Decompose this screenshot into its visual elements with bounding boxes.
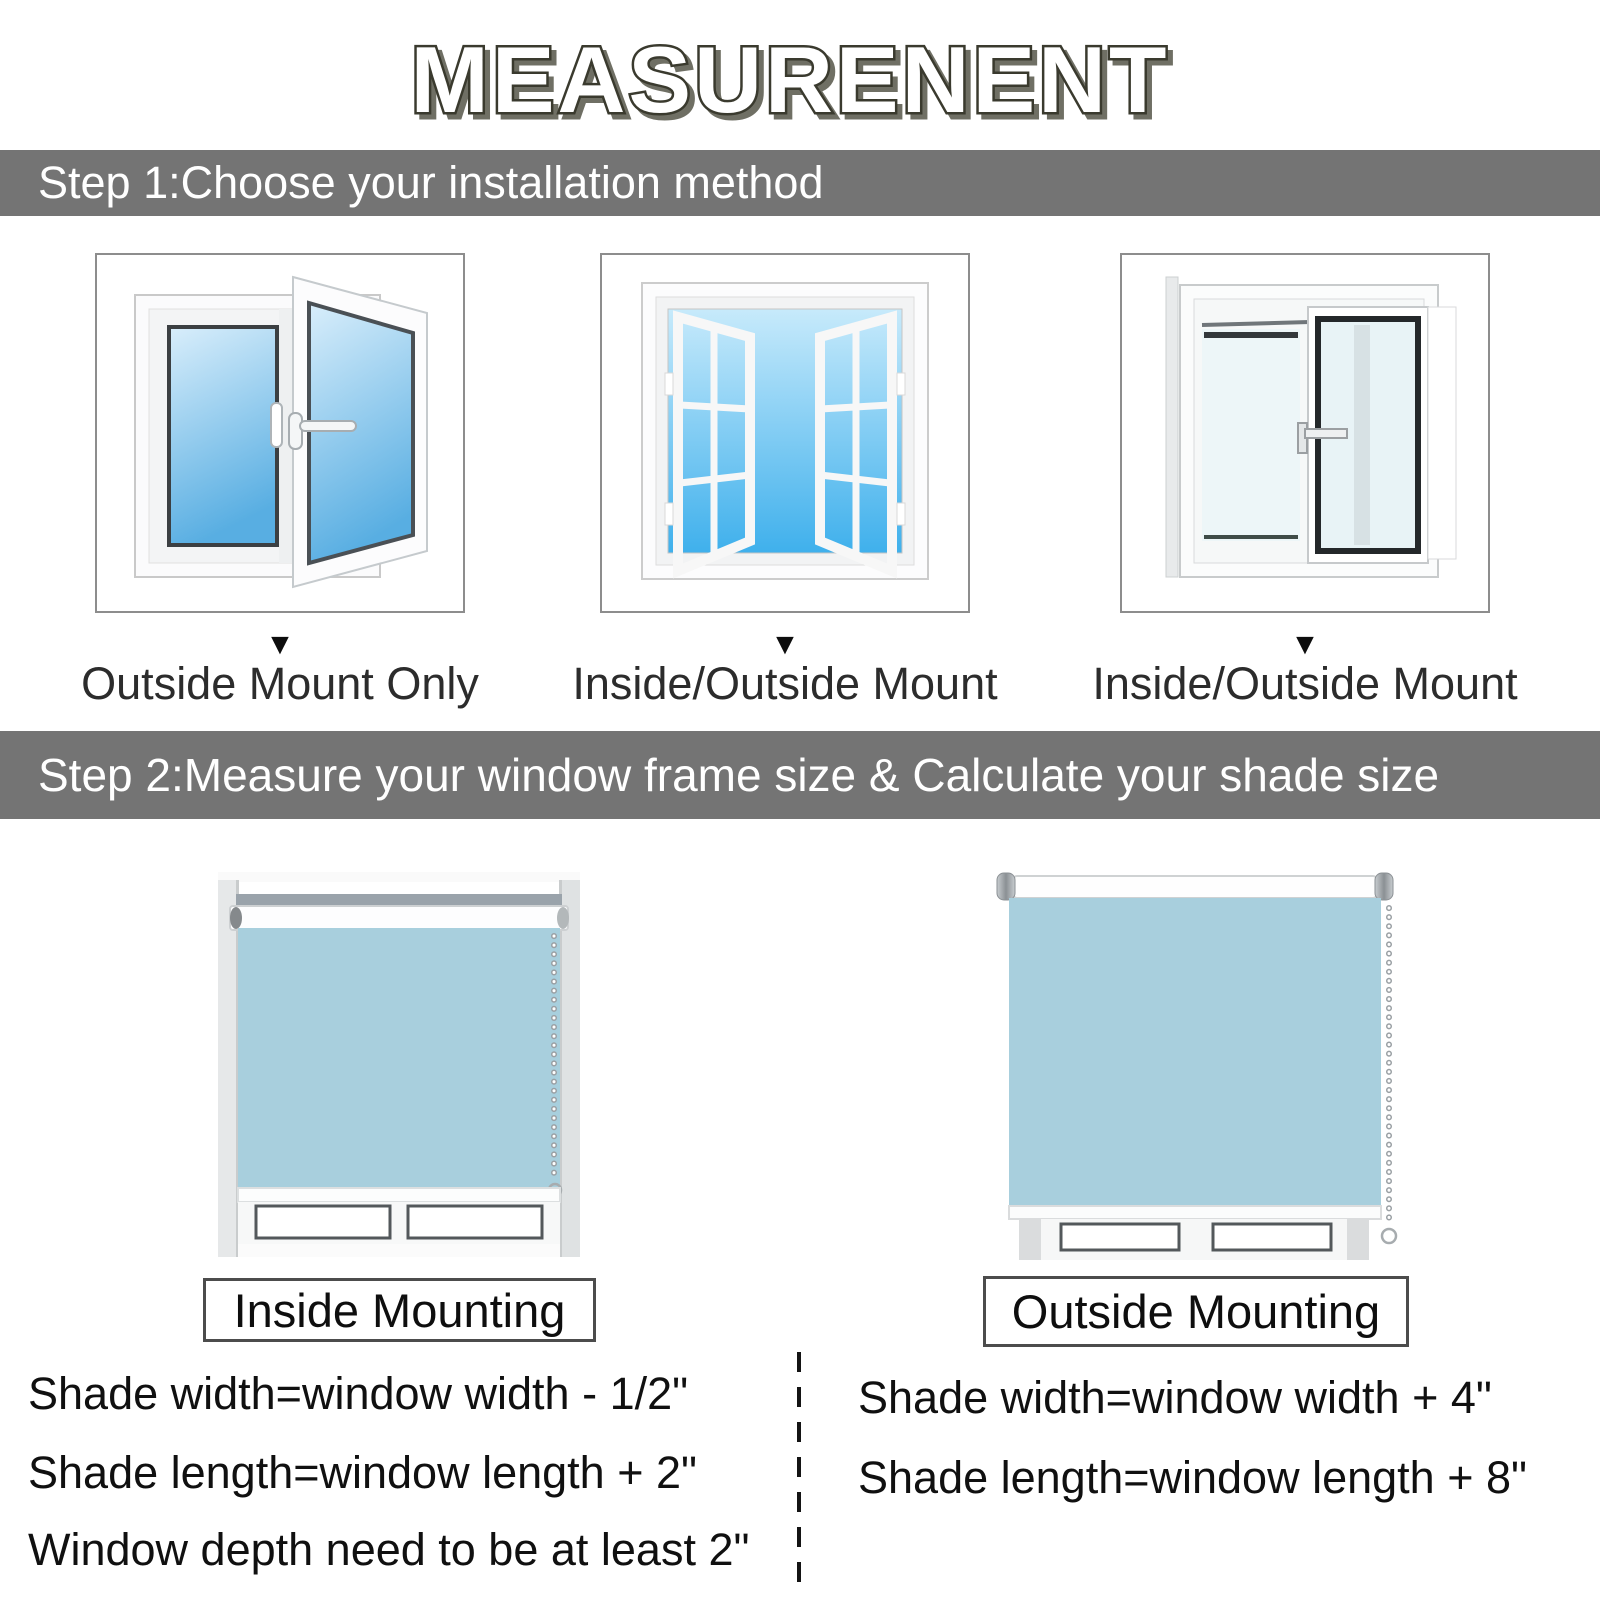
step2-header-bar xyxy=(0,731,1600,819)
page-title xyxy=(0,10,1600,142)
outside-mounting-label: Outside Mounting xyxy=(1011,1285,1381,1338)
page-title-text: MEASURENENT xyxy=(410,27,1170,132)
step2-label: Step 2:Measure your window frame size & Calculate your shade size xyxy=(38,749,1440,801)
step1-header-bar xyxy=(0,150,1600,216)
window-option-box-3 xyxy=(1120,253,1490,613)
inside-formula-depth: Window depth need to be at least 2" xyxy=(28,1524,750,1575)
outside-formula-width: Shade width=window width + 4" xyxy=(858,1372,1492,1423)
window-option-box-2 xyxy=(600,253,970,613)
pointer-down-icon: ▼ xyxy=(265,628,295,661)
method-label-outside-mount-only: Outside Mount Only xyxy=(81,658,479,709)
window-option-box-1 xyxy=(95,253,465,613)
inside-formula-width: Shade width=window width - 1/2" xyxy=(28,1368,689,1419)
inside-mounting-label: Inside Mounting xyxy=(233,1283,566,1337)
pointer-down-icon: ▼ xyxy=(770,628,800,661)
method-label-inside-outside-mount-1: Inside/Outside Mount xyxy=(572,658,998,709)
step1-label: Step 1:Choose your installation method xyxy=(38,157,824,208)
inside-mount-shade-icon xyxy=(218,872,580,1257)
inside-formula-length: Shade length=window length + 2" xyxy=(28,1447,697,1498)
sliding-window-icon xyxy=(1122,255,1488,611)
outside-mount-shade-icon xyxy=(985,870,1405,1260)
french-open-window-icon xyxy=(602,255,968,611)
dashed-divider xyxy=(797,1352,801,1590)
casement-window-icon xyxy=(97,255,463,611)
pointer-down-icon: ▼ xyxy=(1290,628,1320,661)
method-label-inside-outside-mount-2: Inside/Outside Mount xyxy=(1092,658,1518,709)
outside-formula-length: Shade length=window length + 8" xyxy=(858,1452,1527,1503)
inside-mounting-label-box xyxy=(203,1278,596,1342)
outside-mounting-label-box xyxy=(983,1276,1409,1347)
